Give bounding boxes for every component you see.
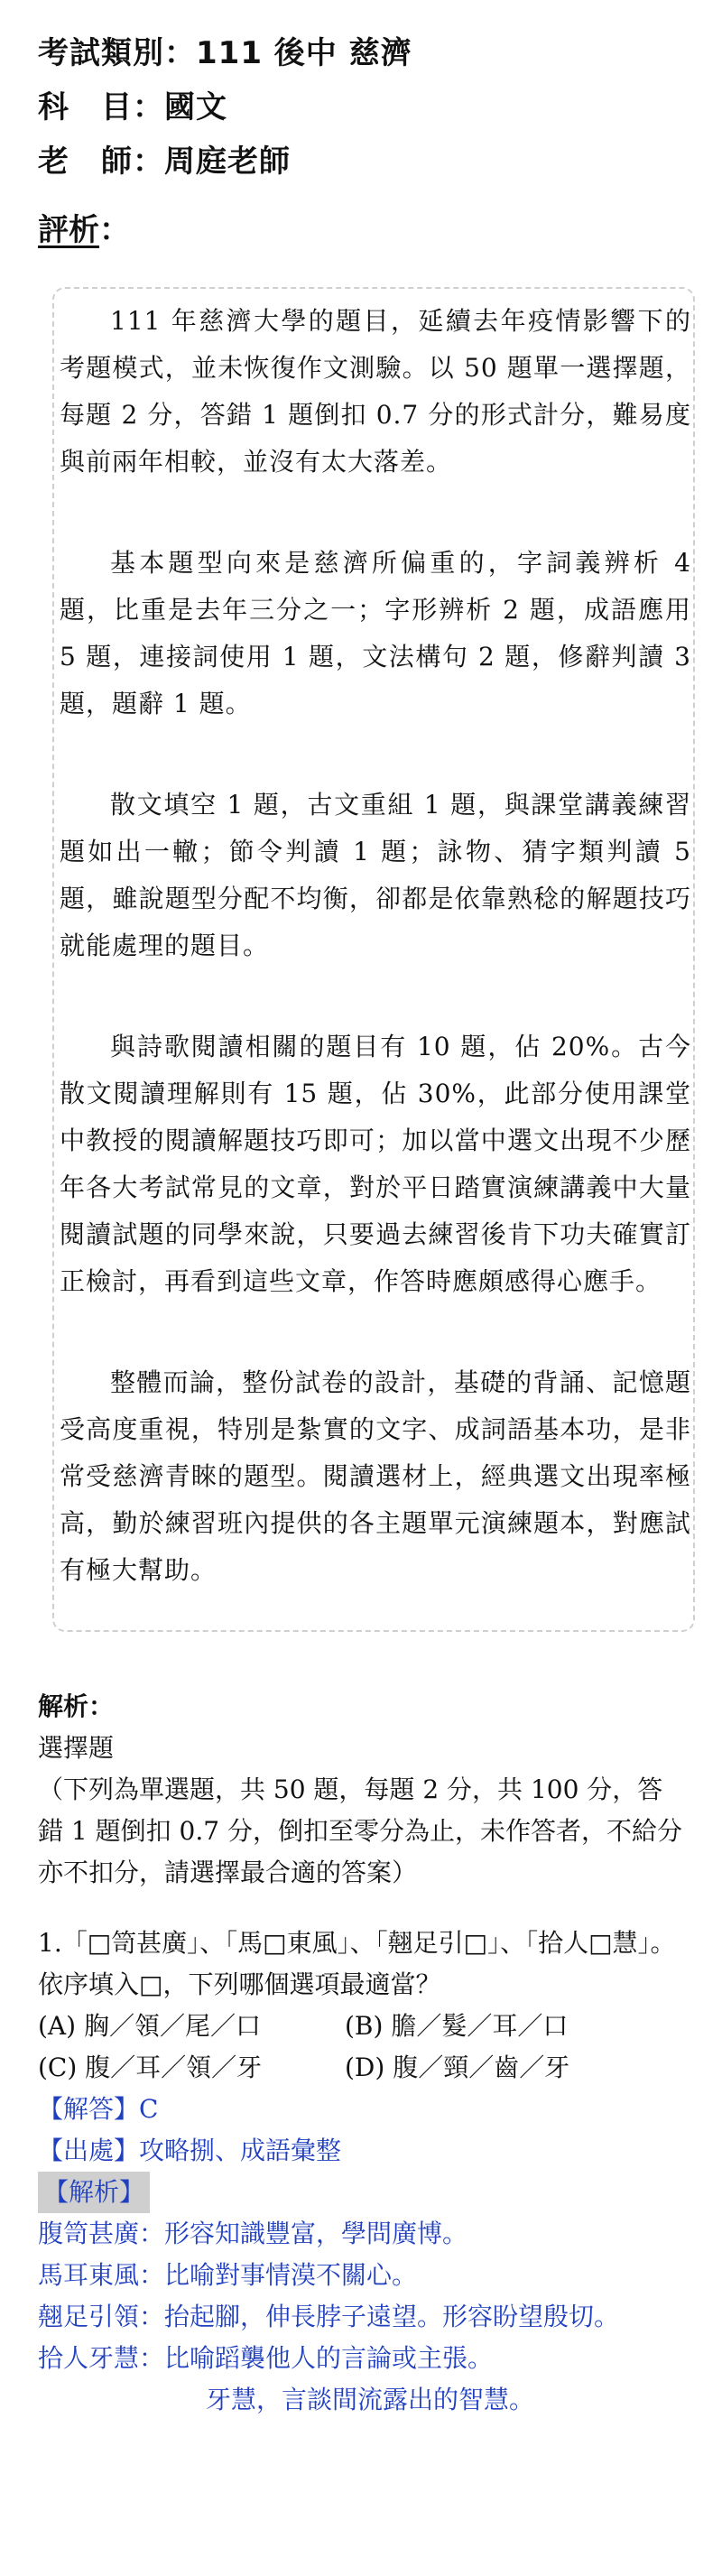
question-1	[38, 1923, 688, 2421]
exam-category-line	[38, 31, 412, 76]
definition-text: 形容知識豐富，學問廣博。	[164, 2219, 468, 2248]
definition-row	[38, 2338, 688, 2379]
solution-section	[38, 1686, 688, 2421]
explanation-tag: 【解析】	[38, 2172, 150, 2213]
definition-term: 馬耳東風：	[38, 2260, 165, 2290]
analysis-paragraph: 基本題型向來是慈濟所偏重的，字詞義辨析 4 題，比重是去年三分之一；字形辨析 2 題，成語應用 5 題，連接詞使用 1 題，文法構句 2 題，修辭判讀 3 題，題辭 1 題。	[60, 548, 691, 718]
subject-label: 科 目：	[38, 89, 164, 125]
option-d: (D) 腹／頸／齒／牙	[345, 2052, 570, 2082]
definition-text: 抬起腳，伸長脖子遠望。形容盼望殷切。	[164, 2302, 620, 2331]
solution-heading: 解析：	[38, 1691, 115, 1721]
question-type: 選擇題	[38, 1733, 115, 1763]
definition-row	[38, 2213, 688, 2255]
teacher-label: 老 師：	[38, 144, 164, 180]
question-stem: 1.「□笥甚廣」、「馬□東風」、「翹足引□」、「拾人□慧」。依序填入□，下列哪個選項最適當？	[38, 1928, 676, 1999]
subject-line	[38, 85, 227, 130]
option-b: (B) 膽／髮／耳／口	[345, 2011, 569, 2041]
exam-category-value: 111 後中 慈濟	[196, 35, 412, 71]
analysis-title-text: 評析	[38, 212, 99, 248]
definition-term: 翹足引領：	[38, 2302, 165, 2331]
teacher-line	[38, 139, 291, 184]
definition-term: 腹笥甚廣：	[38, 2219, 165, 2248]
analysis-content	[60, 298, 691, 1648]
question-options	[38, 2006, 688, 2089]
definition-text: 比喻蹈襲他人的言論或主張。	[164, 2343, 494, 2373]
option-a: (A) 胸／領／尾／口	[38, 2011, 261, 2041]
definition-row	[38, 2255, 688, 2296]
option-c: (C) 腹／耳／領／牙	[38, 2052, 263, 2082]
analysis-box	[52, 287, 695, 1632]
definition-extra-note: 牙慧，言談間流露出的智慧。	[206, 2385, 535, 2414]
answer-line: 【解答】C	[38, 2094, 159, 2124]
analysis-paragraph: 111 年慈濟大學的題目，延續去年疫情影響下的考題模式，並未恢復作文測驗。以 50 題單一選擇題，每題 2 分，答錯 1 題倒扣 0.7 分的形式計分，難易度與前兩年相較，並沒有太大落差。	[60, 306, 691, 477]
subject-value: 國文	[164, 89, 227, 125]
analysis-title-colon: ：	[99, 212, 130, 248]
teacher-value: 周庭老師	[164, 144, 291, 180]
analysis-paragraph: 整體而論，整份試卷的設計，基礎的背誦、記憶題受高度重視，特別是紮實的文字、成詞語基本功，是非常受慈濟青睞的題型。閱讀選材上，經典選文出現率極高，勤於練習班內提供的各主題單元演練題本，對應試有極大幫助。	[60, 1367, 691, 1585]
exam-category-label: 考試類別：	[38, 35, 196, 71]
analysis-paragraph: 與詩歌閱讀相關的題目有 10 題，佔 20%。古今散文閱讀理解則有 15 題，佔 30%，此部分使用課堂中教授的閱讀解題技巧即可；加以當中選文出現不少歷年各大考試常見的文章，對於平日踏實演練講義中大量閱讀試題的同學來說，只要過去練習後肯下功夫確實訂正檢討，再看到這些文章，作答時應頗感得心應手。	[60, 1032, 691, 1296]
definition-row	[38, 2296, 688, 2338]
analysis-title	[38, 209, 130, 251]
question-rules: （下列為單選題，共 50 題，每題 2 分，共 100 分，答錯 1 題倒扣 0.7 分，倒扣至零分為止，未作答者，不給分亦不扣分，請選擇最合適的答案）	[38, 1774, 682, 1887]
source-line: 【出處】攻略捌、成語彙整	[38, 2136, 342, 2165]
definition-text: 比喻對事情漠不關心。	[164, 2260, 418, 2290]
analysis-paragraph: 散文填空 1 題，古文重組 1 題，與課堂講義練習題如出一轍；節令判讀 1 題；詠物、猜字類判讀 5 題，雖說題型分配不均衡，卻都是依靠熟稔的解題技巧就能處理的題目。	[60, 790, 691, 960]
definition-term: 拾人牙慧：	[38, 2343, 165, 2373]
